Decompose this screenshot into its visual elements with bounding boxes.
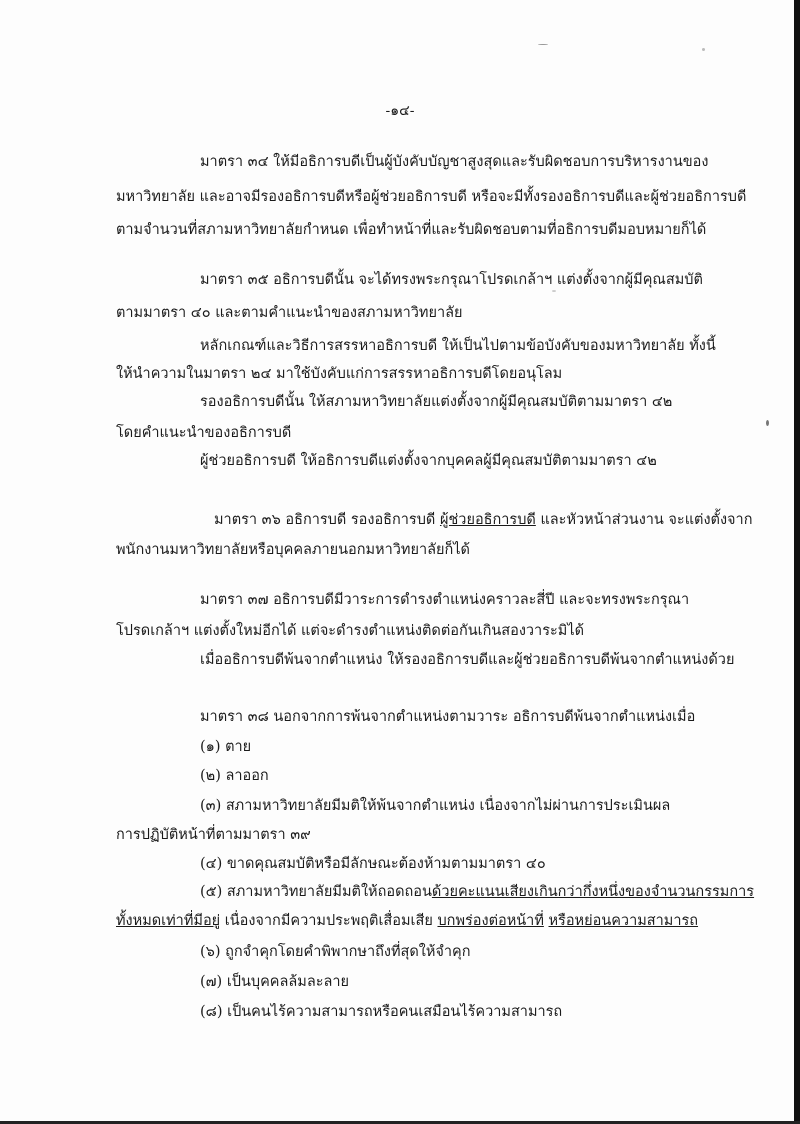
section-35-line-6: โดยคำแนะนำของอธิการบดี — [116, 425, 292, 441]
section-35-line-7: ผู้ช่วยอธิการบดี ให้อธิการบดีแต่งตั้งจากบุคคลผู้มีคุณสมบัติตามมาตรา ๔๒ — [200, 453, 657, 469]
section-34-line-3: ตามจำนวนที่สภามหาวิทยาลัยกำหนด เพื่อทำหน้าที่และรับผิดชอบตามที่อธิการบดีมอบหมายก็ได้ — [116, 222, 707, 238]
section-37-line-1: มาตรา ๓๗ อธิการบดีมีวาระการดำรงตำแหน่งคราวละสี่ปี และจะทรงพระกรุณา — [200, 592, 690, 608]
section-35-line-2: ตามมาตรา ๔๐ และตามคำแนะนำของสภามหาวิทยาลัย — [116, 305, 463, 321]
item-5-underlined-incompetence: หรือหย่อนความสามารถ — [548, 913, 699, 929]
section-36-underlined-assistant: ผู้ช่วยอธิการบดี — [439, 512, 536, 528]
scan-speck — [538, 44, 548, 45]
page-number: -๑๔- — [385, 103, 415, 119]
section-34-line-1: มาตรา ๓๔ ให้มีอธิการบดีเป็นผู้บังคับบัญชาสูงสุดและรับผิดชอบการบริหารงานของ — [200, 154, 709, 170]
scan-edge-right — [794, 0, 800, 1124]
section-38-item-6: (๖) ถูกจำคุกโดยคำพิพากษาถึงที่สุดให้จำคุก — [200, 944, 471, 960]
item-5-text-conduct: เนื่องจากมีความประพฤติเสื่อมเสีย — [220, 913, 438, 929]
section-38-item-5-line-2 — [116, 911, 698, 931]
section-36-line-2: พนักงานมหาวิทยาลัยหรือบุคคลภายนอกมหาวิทยาลัยก็ได้ — [116, 542, 470, 558]
section-38-item-8: (๘) เป็นคนไร้ความสามารถหรือคนเสมือนไร้ความสามารถ — [200, 1004, 563, 1020]
section-38-line-1: มาตรา ๓๘ นอกจากการพ้นจากตำแหน่งตามวาระ อธิการบดีพ้นจากตำแหน่งเมื่อ — [200, 709, 696, 725]
section-37-line-3: เมื่ออธิการบดีพ้นจากตำแหน่ง ให้รองอธิการบดีและผู้ช่วยอธิการบดีพ้นจากตำแหน่งด้วย — [200, 652, 735, 668]
section-38-item-3-line-2: การปฏิบัติหน้าที่ตามมาตรา ๓๙ — [116, 827, 311, 843]
section-38-item-2: (๒) ลาออก — [200, 768, 269, 784]
item-5-text-a: (๕) สภามหาวิทยาลัยมีมติให้ถอดถอน — [200, 884, 432, 900]
item-5-underlined-votes: ด้วยคะแนนเสียงเกินกว่ากึ่งหนึ่งของจำนวนกรรมการ — [431, 884, 755, 900]
section-35-line-5: รองอธิการบดีนั้น ให้สภามหาวิทยาลัยแต่งตั้งจากผู้มีคุณสมบัติตามมาตรา ๔๒ — [200, 394, 673, 410]
section-35-line-3: หลักเกณฑ์และวิธีการสรรหาอธิการบดี ให้เป็นไปตามข้อบังคับของมหาวิทยาลัย ทั้งนี้ — [200, 338, 716, 354]
section-38-item-4: (๔) ขาดคุณสมบัติหรือมีลักษณะต้องห้ามตามมาตรา ๔๐ — [200, 856, 546, 872]
item-5-underlined-all-members: ทั้งหมดเท่าที่มีอยู่ — [116, 913, 221, 929]
section-38-item-3-line-1: (๓) สภามหาวิทยาลัยมีมติให้พ้นจากตำแหน่ง เนื่องจากไม่ผ่านการประเมินผล — [200, 798, 671, 814]
scan-speck — [766, 420, 769, 426]
scan-speck — [552, 290, 556, 292]
section-36-line-1 — [214, 510, 752, 530]
section-36-text-c: และหัวหน้าส่วนงาน จะแต่งตั้งจาก — [535, 512, 753, 528]
section-34-line-2: มหาวิทยาลัย และอาจมีรองอธิการบดีหรือผู้ช่วยอธิการบดี หรือจะมีทั้งรองอธิการบดีและผู้ช่วยอธิการบดี — [116, 189, 747, 205]
section-35-line-4: ให้นำความในมาตรา ๒๔ มาใช้บังคับแก่การสรรหาอธิการบดีโดยอนุโลม — [116, 366, 563, 382]
section-37-line-2: โปรดเกล้าฯ แต่งตั้งใหม่อีกได้ แต่จะดำรงตำแหน่งติดต่อกันเกินสองวาระมิได้ — [116, 623, 585, 639]
section-38-item-7: (๗) เป็นบุคคลล้มละลาย — [200, 974, 350, 990]
section-35-line-1: มาตรา ๓๕ อธิการบดีนั้น จะได้ทรงพระกรุณาโปรดเกล้าฯ แต่งตั้งจากผู้มีคุณสมบัติ — [200, 272, 703, 288]
section-36-text-a: มาตรา ๓๖ อธิการบดี รองอธิการบดี — [214, 512, 440, 528]
section-38-item-5-line-1 — [200, 882, 754, 902]
section-38-item-1: (๑) ตาย — [200, 739, 252, 755]
scan-speck — [702, 48, 705, 51]
item-5-underlined-duty: บกพร่องต่อหน้าที่ — [437, 913, 544, 929]
